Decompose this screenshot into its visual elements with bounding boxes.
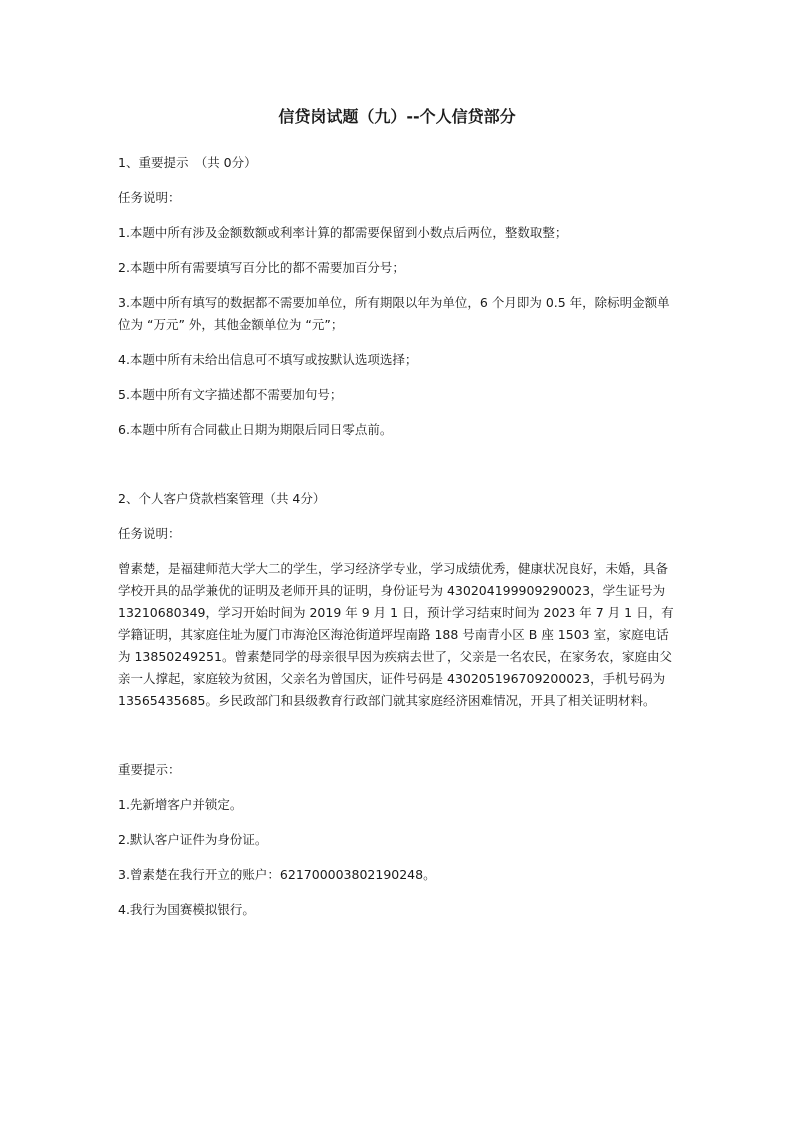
section-1-item: 2.本题中所有需要填写百分比的都不需要加百分号； [118, 260, 405, 275]
document-body [118, 152, 678, 921]
section-1-item: 6.本题中所有合同截止日期为期限后同日零点前。 [118, 422, 393, 437]
section-2-notice: 2.默认客户证件为身份证。 [118, 832, 268, 847]
section-2-task-label: 任务说明： [118, 526, 181, 541]
section-1-task-label: 任务说明： [118, 190, 181, 205]
section-1-heading: 1、重要提示 （共 0分） [118, 155, 257, 170]
document-title: 信贷岗试题（九）--个人信贷部分 [278, 107, 516, 126]
section-2-notice: 4.我行为国赛模拟银行。 [118, 902, 255, 917]
section-1-item: 3.本题中所有填写的数据都不需要加单位，所有期限以年为单位，6 个月即为 0.5 年，除标明金额单位为 “万元” 外，其他金额单位为 “元”； [118, 295, 670, 332]
section-1-item: 1.本题中所有涉及金额数额或利率计算的都需要保留到小数点后两位，整数取整； [118, 225, 568, 240]
section-2-notice-label: 重要提示： [118, 762, 181, 777]
section-2-notice: 3.曾素楚在我行开立的账户：621700003802190248。 [118, 867, 436, 882]
section-2-notice: 1.先新增客户并锁定。 [118, 797, 243, 812]
section-1-item: 4.本题中所有未给出信息可不填写或按默认选项选择； [118, 352, 418, 367]
section-1-item: 5.本题中所有文字描述都不需要加句号； [118, 387, 343, 402]
section-2-heading: 2、个人客户贷款档案管理（共 4分） [118, 491, 326, 506]
section-2-paragraph: 曾素楚，是福建师范大学大二的学生，学习经济学专业，学习成绩优秀，健康状况良好，未婚，具备学校开具的品学兼优的证明及老师开具的证明，身份证号为 430204199909290023，学生证号为 13210680349，学习开始时间为 2019 年 9 月 1 日，预计学习结束时间为 2023 年 7 月 1 日，有学籍证明，其家庭住址为厦门市海沧区海沧街道坪埕南路 188 号南青小区 B 座 1503 室，家庭电话为 13850249251。曾素楚同学的母亲很早因为疾病去世了，父亲是一名农民，在家务农，家庭由父亲一人撑起，家庭较为贫困，父亲名为曾国庆，证件号码是 430205196709200023，手机号码为 13565435685。乡民政部门和县级教育行政部门就其家庭经济困难情况，开具了相关证明材料。 [118, 561, 674, 708]
